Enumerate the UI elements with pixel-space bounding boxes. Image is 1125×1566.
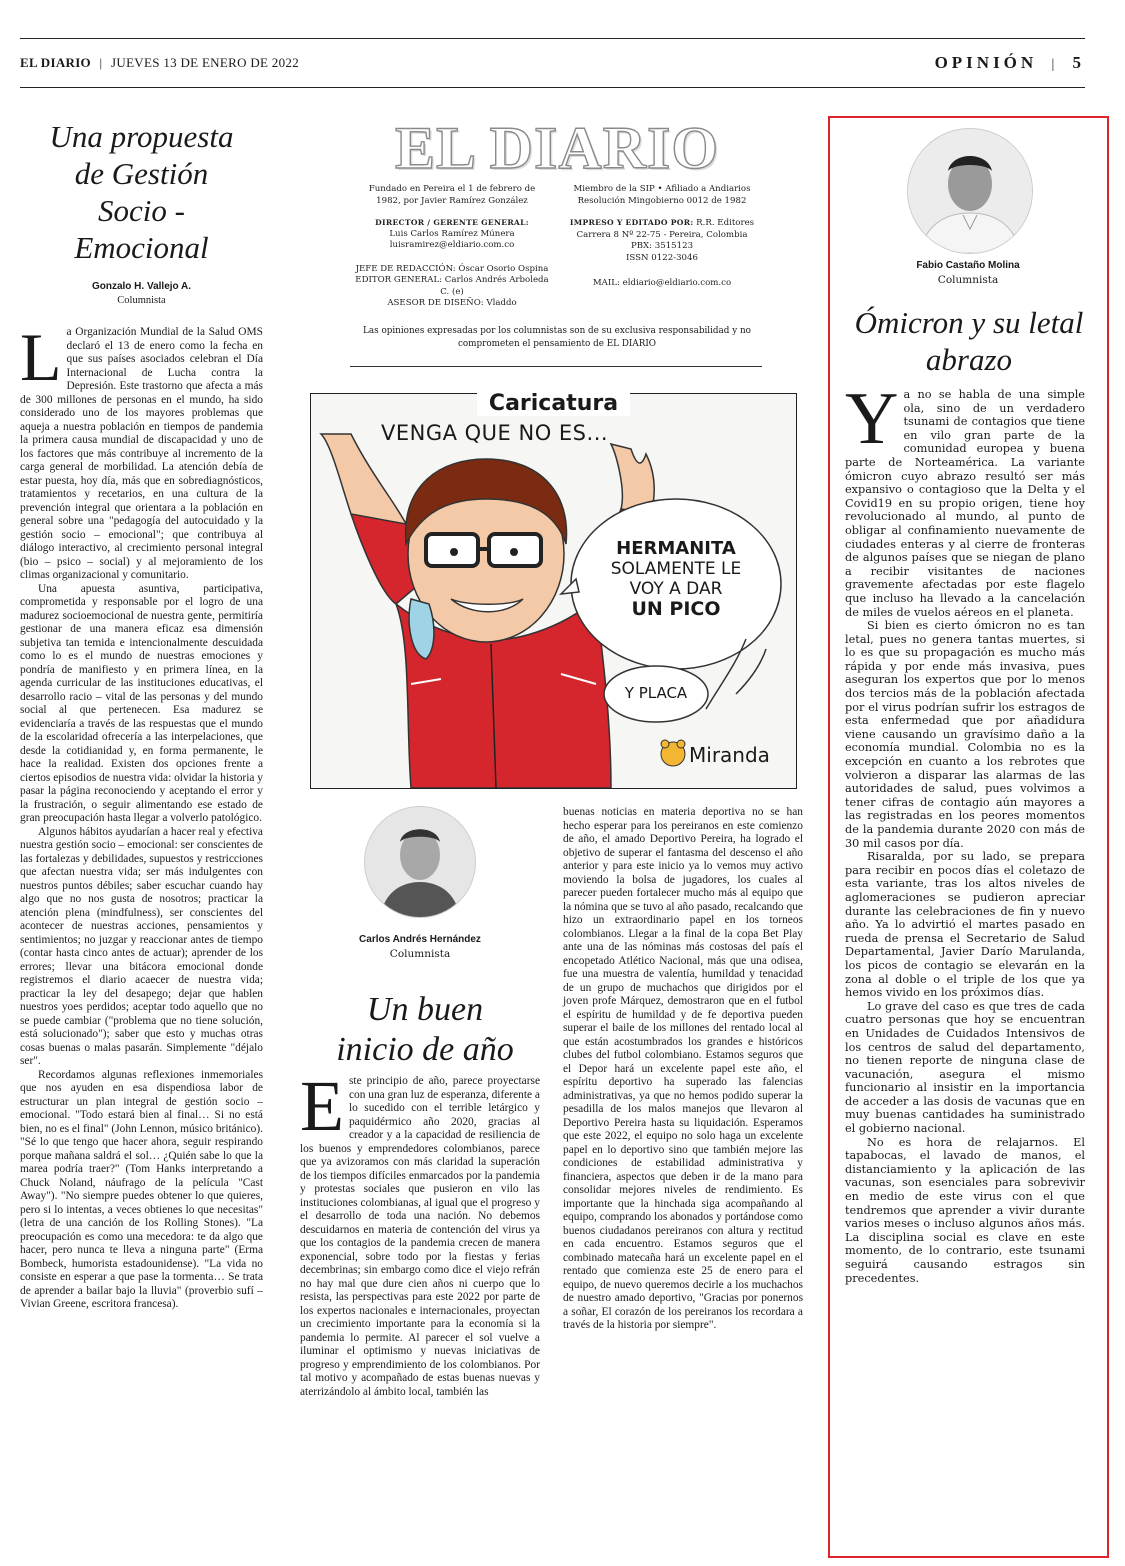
cartoon-subtitle: VENGA QUE NO ES... xyxy=(381,421,609,445)
page-number: 5 xyxy=(1072,53,1085,72)
article-body-col2: buenas noticias en materia deportiva no se han hecho esperar para los pereiranos en este comienzo de año, el amado Deportivo Pereira, ha logrado el objetivo de superar el fantasma del descenso el año anterior y para este inicio ya lo vemos muy activo moviendo la bolsa de jugadores, los cuales al parecer pueden fortalecer mucho más al equipo que la nómina que se tuvo al año pasado, recalcando que hizo un extraordinario papel en los torneos colombianos. Llegar a la final de la copa Bet Play ante una de las nóminas más costosas del país el encopetado Atlético Nacional, más que una odisea, fue una muestra de valentía, humildad y tenacidad de un grupo de muchachos que dirigidos por el joven profe Márquez, demostraron que en el futbol el espíritu de humildad y de fe deportiva pueden superar el baile de los millones del rentado local al que están acostumbrados los grandes e históricos clubes del futbol colombiano. Estamos seguros que el Depor hará un excelente papel este año, el espíritu deportivo ha superado las falencias administrativas, ya que no hemos podido superar la pesadilla de los malos manejos que llevaron al Deportivo Pereira hasta su liquidación. Esperamos que este 2022, el equipo no solo haga un excelente papel en lo deportivo sino que también mejore las condiciones de estabilidad administrativa y financiera, aspectos que deben ir de la mano para consolidar mejores niveles de rendimiento. Es importante que la hinchada siga acompañando al equipo, comprando los abonados y portándose como buenos ciudadanos pereiranos con altura y rectitud en cada encuentro. Estamos seguros que el combinado matecaña hará un excelente papel en el rentado que comienza este 25 de enero para el equipo, de nuevo queremos decirle a los muchachos de nuestro amado deportivo, "Gracias por ponernos a soñar, El corazón de los pereiranos los recordara a través de la historia por siempre". xyxy=(563,806,803,1331)
section-name: OPINIÓN xyxy=(934,53,1038,72)
pbx-text: PBX: 3515123 xyxy=(630,241,694,251)
director-name: Luis Carlos Ramírez Múnera xyxy=(389,228,515,239)
paragraph: Algunos hábitos ayudarían a hacer real y efectiva nuestra gestión socio – emocional: ser conscientes de las fortalezas y debilidades, supuestos y restricciones que afectan nuestra vida; ser más indulgentes con nuestros puntos débiles; saber escuchar cuando hay algo que no nos gusta de nosotros; practicar la atención plena (mindfulness), ser conscientes del acontecer de nuestras acciones, pensamientos y sentimientos; no juzgar y reaccionar antes de tiempo (contar hasta cinco antes de actuar); aprender de los errores; llevar una bitácora emocional donde registremos el diario acaecer de nuestra vida; practicar la ley del desapego; dejar que hablen nuestros yoes perdidos; aceptar todo aquello que no se puede cambiar ("problema que no tiene solución, está solucionado"); saber que esto y muchas otras cosas buenas o malas pasarán. Simplemente "déjalo ser". xyxy=(20,825,263,1067)
author-name: Gonzalo H. Vallejo A. xyxy=(91,281,192,292)
header-separator: | xyxy=(99,55,103,70)
drop-cap: L xyxy=(20,319,62,395)
design-advisor: ASESOR DE DISEÑO: Vladdo xyxy=(387,298,517,308)
paragraph: Ya no se habla de una simple ola, sino de un verdadero tsunami de contagios que tiene en vilo gran parte de la comunidad europea y buena parte de Norteamérica. La variante ómicron cuyo abrazo resultó ser más expansivo o contagioso que la Delta y el Covid19 en su propio origen, tiene hoy revolucionado al mundo, al punto de obligar al confinamiento nuevamente de ciudades enteras y al cierre de fronteras de algunos países que se niegan de plano a recibir visitantes de naciones gravemente afectadas por este flagelo que incluso ha llevado a la cancelación de miles de vuelos aéreos en el planeta. xyxy=(845,378,1085,619)
small-bubble-text: Y PLACA xyxy=(624,684,688,702)
paragraph: No es hora de relajarnos. El tapabocas, el lavado de manos, el distanciamiento y la aplicación de las vacunas, son esenciales para sobrevivir en medio de este virus con el que tendremos que aprender a vivir durante varios meses o incluso algunos años más. La disciplina social es clave en este momento, de lo contrario, este tsunami seguirá causando estragos sin precedentes. xyxy=(845,1135,1085,1285)
article-body xyxy=(20,319,263,1312)
director-email: luisramirez@eldiario.com.co xyxy=(389,240,515,250)
address-text: Carrera 8 Nº 22-75 - Pereira, Colombia xyxy=(576,229,748,240)
article-title: Una propuesta de Gestión Socio - Emocional xyxy=(49,119,234,265)
paragraph: Recordamos algunas reflexiones inmemoriales que nos ayuden en esa dispendiosa labor de estructurar un plan integral de gestión socio – emocional. "Todo estará bien al final… Si no está bien, no es el final" (John Lennon, músico británico). "Sé lo que tengo que hacer ahora, seguir respirando porque mañana saldrá el sol… ¿Quién sabe lo que la marea podría traer?" (Tom Hanks interpretando a Chuck Noland, náufrago de la película "Cast Away"). "No siempre puedes obtener lo que quieres, pero si lo intentas, a veces obtienes lo que necesitas" (letra de una canción de los Rolling Stones). "La preocupación es como una mecedora: te da algo que hacer, pero nunca te lleva a ninguna parte" (Erma Bombeck, humorista estadounidense). "La vida no consiste en esperar a que pase la tormenta… Se trata de aprender a bailar bajo la lluvia" (proverbio sufí – Vivian Greene, escritora francesa). xyxy=(20,1068,263,1310)
byline xyxy=(20,280,263,308)
header-date: JUEVES 13 DE ENERO DE 2022 xyxy=(111,55,299,70)
article-body xyxy=(845,378,1085,1285)
article-title: Un buen inicio de año xyxy=(336,991,514,1068)
article-body-col1: Este principio de año, parece proyectarse con una gran luz de esperanza, diferente a lo sucedido con el terrible letárgico y paquidérmico año 2020, gracias al creador y a la capacidad de resiliencia de los buenos y emprendedores colombianos, parece que ya avizoramos con más claridad la superación de los tiempos difíciles enmarcados por la pandemia y protestas sociales que pusieron en vilo las instituciones colombianas, al igual que el progreso y el desarrollo de toda una nación. No debemos descuidarnos en materia de contención del virus ya que los contagios de la pandemia crecen de manera exponencial, sobre todo por la fiestas y ferias decembrinas; sin embargo como dice el viejo refrán no hay mal que dure cien años ni cuerpo que lo resista, las perspectivas para este 2022 por parte de los expertos nacionales e internacionales, proyectan un crecimiento importante para la economía si la pandemia lo permite. Al parecer el sol vuelve a iluminar el optimismo y nuevas iniciativas de progreso y emprendimiento de los colombianos. Por tal motivo y acompañado de estas buenas nuevas y aterrizándolo al ámbito local, también las xyxy=(300,1066,540,1398)
resolution-text: Resolución Mingobierno 0012 de 1982 xyxy=(577,195,747,206)
author-photo xyxy=(907,128,1033,254)
issn-text: ISSN 0122-3046 xyxy=(626,252,698,263)
drop-cap: E xyxy=(300,1066,344,1146)
masthead-left xyxy=(352,184,552,310)
founded-text: Fundado en Pereira el 1 de febrero de 1982, por Javier Ramírez González xyxy=(368,184,536,206)
masthead-rule xyxy=(350,366,762,367)
page-header xyxy=(20,55,1085,77)
speech-bubble-text: HERMANITA SOLAMENTE LE VOY A DAR UN PICO xyxy=(610,538,742,620)
director-label: DIRECTOR / GERENTE GENERAL: xyxy=(375,218,529,227)
masthead-logo: EL DIARIO xyxy=(394,115,720,181)
author-name: Carlos Andrés Hernández xyxy=(359,934,481,945)
header-right: OPINIÓN | 5 xyxy=(934,53,1085,72)
byline xyxy=(320,933,520,961)
paragraph: La Organización Mundial de la Salud OMS declaró el 13 de enero como la fecha en que sus países asociados celebran el Día Internacional de Lucha contra la Depresión. Este trastorno que afecta a más de 300 millones de personas en el mundo, ha sido considerado uno de los mayores problemas que aqueja a nuestra población en tiempos de pandemia la primera causa mundial de discapacidad y uno de los factores que más contribuye al incremento de la carga general de morbilidad. La atención debía de estar puesta, hoy día, más que en sobrediagnósticos, tratamientos y recetarios, en una cultura de la prevención integral que orientara a la población en general sobre una "pedagogía del autocuidado y la gestión socio – emocional"; que contribuya al diálogo interactivo, al crecimiento personal integral (bio – psico – social) y al mejoramiento de los climas organizacional y comunitario. xyxy=(20,319,263,581)
masthead-right xyxy=(562,184,762,290)
editor-general: EDITOR GENERAL: Carlos Andrés Arboleda C. (e) xyxy=(355,275,549,297)
editor-chief: JEFE DE REDACCIÓN: Óscar Osorio Ospina xyxy=(355,263,549,274)
author-name: Fabio Castaño Molina xyxy=(916,260,1020,271)
avatar xyxy=(908,129,1032,253)
member-text: Miembro de la SIP • Afiliado a Andiarios xyxy=(573,184,751,194)
printer-name: R.R. Editores xyxy=(696,218,755,228)
paragraph: Si bien es cierto ómicron no es tan letal, pues no genera tantas muertes, si lo es que su propagación es mucho más rápida y por ende más invasiva, pues aseguran los expertos que por lo menos dos tercios más de la población afectada por el virus podrían sufrir los estragos de esta enfermedad que por añadidura viene causando un gravísimo daño a la economía mundial. Colombia no es la excepción en cuanto a los rebrotes que volvieron a disparar las alarmas de las autoridades de salud, pues volvimos a tener cifras de contagio aún mayores a las registradas en los peores momentos de la pandemia durante 2020 con más de 30 mil casos por día. xyxy=(845,619,1085,850)
paragraph: Risaralda, por su lado, se prepara para recibir en pocos días el coletazo de esta variante, tras los altos niveles de aglomeraciones se pudieron apreciar durante las celebraciones de fin y nuevo año. Ya lo advirtió el martes pasado en rueda de prensa el Secretario de Salud Departamental, Javier Darío Marulanda, los picos de contagio se elevarán en la zona al doble o el triple de los que ya hemos vivido en los próximos días. xyxy=(845,850,1085,1000)
masthead xyxy=(352,115,762,181)
header-rule xyxy=(20,87,1085,88)
avatar xyxy=(365,807,475,917)
disclaimer: Las opiniones expresadas por los columnistas son de su exclusiva responsabilidad y no comprometen el pensamiento de EL DIARIO xyxy=(363,326,751,349)
author-role: Columnista xyxy=(389,948,451,960)
printed-label: IMPRESO Y EDITADO POR: xyxy=(569,218,694,227)
cartoon-signature: Miranda xyxy=(689,743,770,767)
paragraph: Lo grave del caso es que tres de cada cuatro personas que hoy se encuentran en Unidades de Cuidados Intensivos de los centros de salud del departamento, no tienen reporte de ninguna clase de vacunación, asegura el mismo funcionario al insistir en la importancia de acceder a las dosis de vacunas que en muy buenas cantidades ha suministrado el gobierno nacional. xyxy=(845,999,1085,1136)
header-left xyxy=(20,55,299,71)
article-title-wrap xyxy=(310,990,540,1070)
cartoon-frame xyxy=(310,393,797,789)
author-role: Columnista xyxy=(117,295,166,306)
cartoon-title: Caricatura xyxy=(477,391,630,416)
article-gestion xyxy=(20,118,263,1312)
author-role: Columnista xyxy=(937,274,999,286)
byline xyxy=(868,259,1068,287)
header-paper: EL DIARIO xyxy=(20,55,91,70)
drop-cap: Y xyxy=(845,378,899,460)
article-title: Ómicron y su letal abrazo xyxy=(854,305,1084,377)
mail-text: MAIL: eldiario@eldiario.com.co xyxy=(592,278,732,288)
paragraph: Una apuesta asuntiva, participativa, comprometida y responsable por el logro de una madurez socioemocional de nuestra gente, permitiría gestionar de una manera eficaz esa dimensión subjetiva tan temida e intencionalmente descuidada como lo es el mundo de nuestras emociones y pondría de manifiesto y en primera línea, en la agenda curricular de las instituciones educativas, el desarrollo racio – vital de las personas y del mundo social al que pertenecen. Esa madurez se evidenciaría a través de las respuestas que el mundo de la escolaridad ofrecería a las interpelaciones, que desde la cotidianidad y, en forma permanente, le hace la realidad. Existen dos opciones frente a ciertos episodios de nuestra vida: olvidar la historia y pasar la página reconociendo y aceptando el error y la frustración, o seguir alimentando ese estado de gran preocupación hasta llegar a volverlo patológico. xyxy=(20,582,263,824)
author-photo xyxy=(364,806,476,918)
top-rule xyxy=(20,38,1085,39)
